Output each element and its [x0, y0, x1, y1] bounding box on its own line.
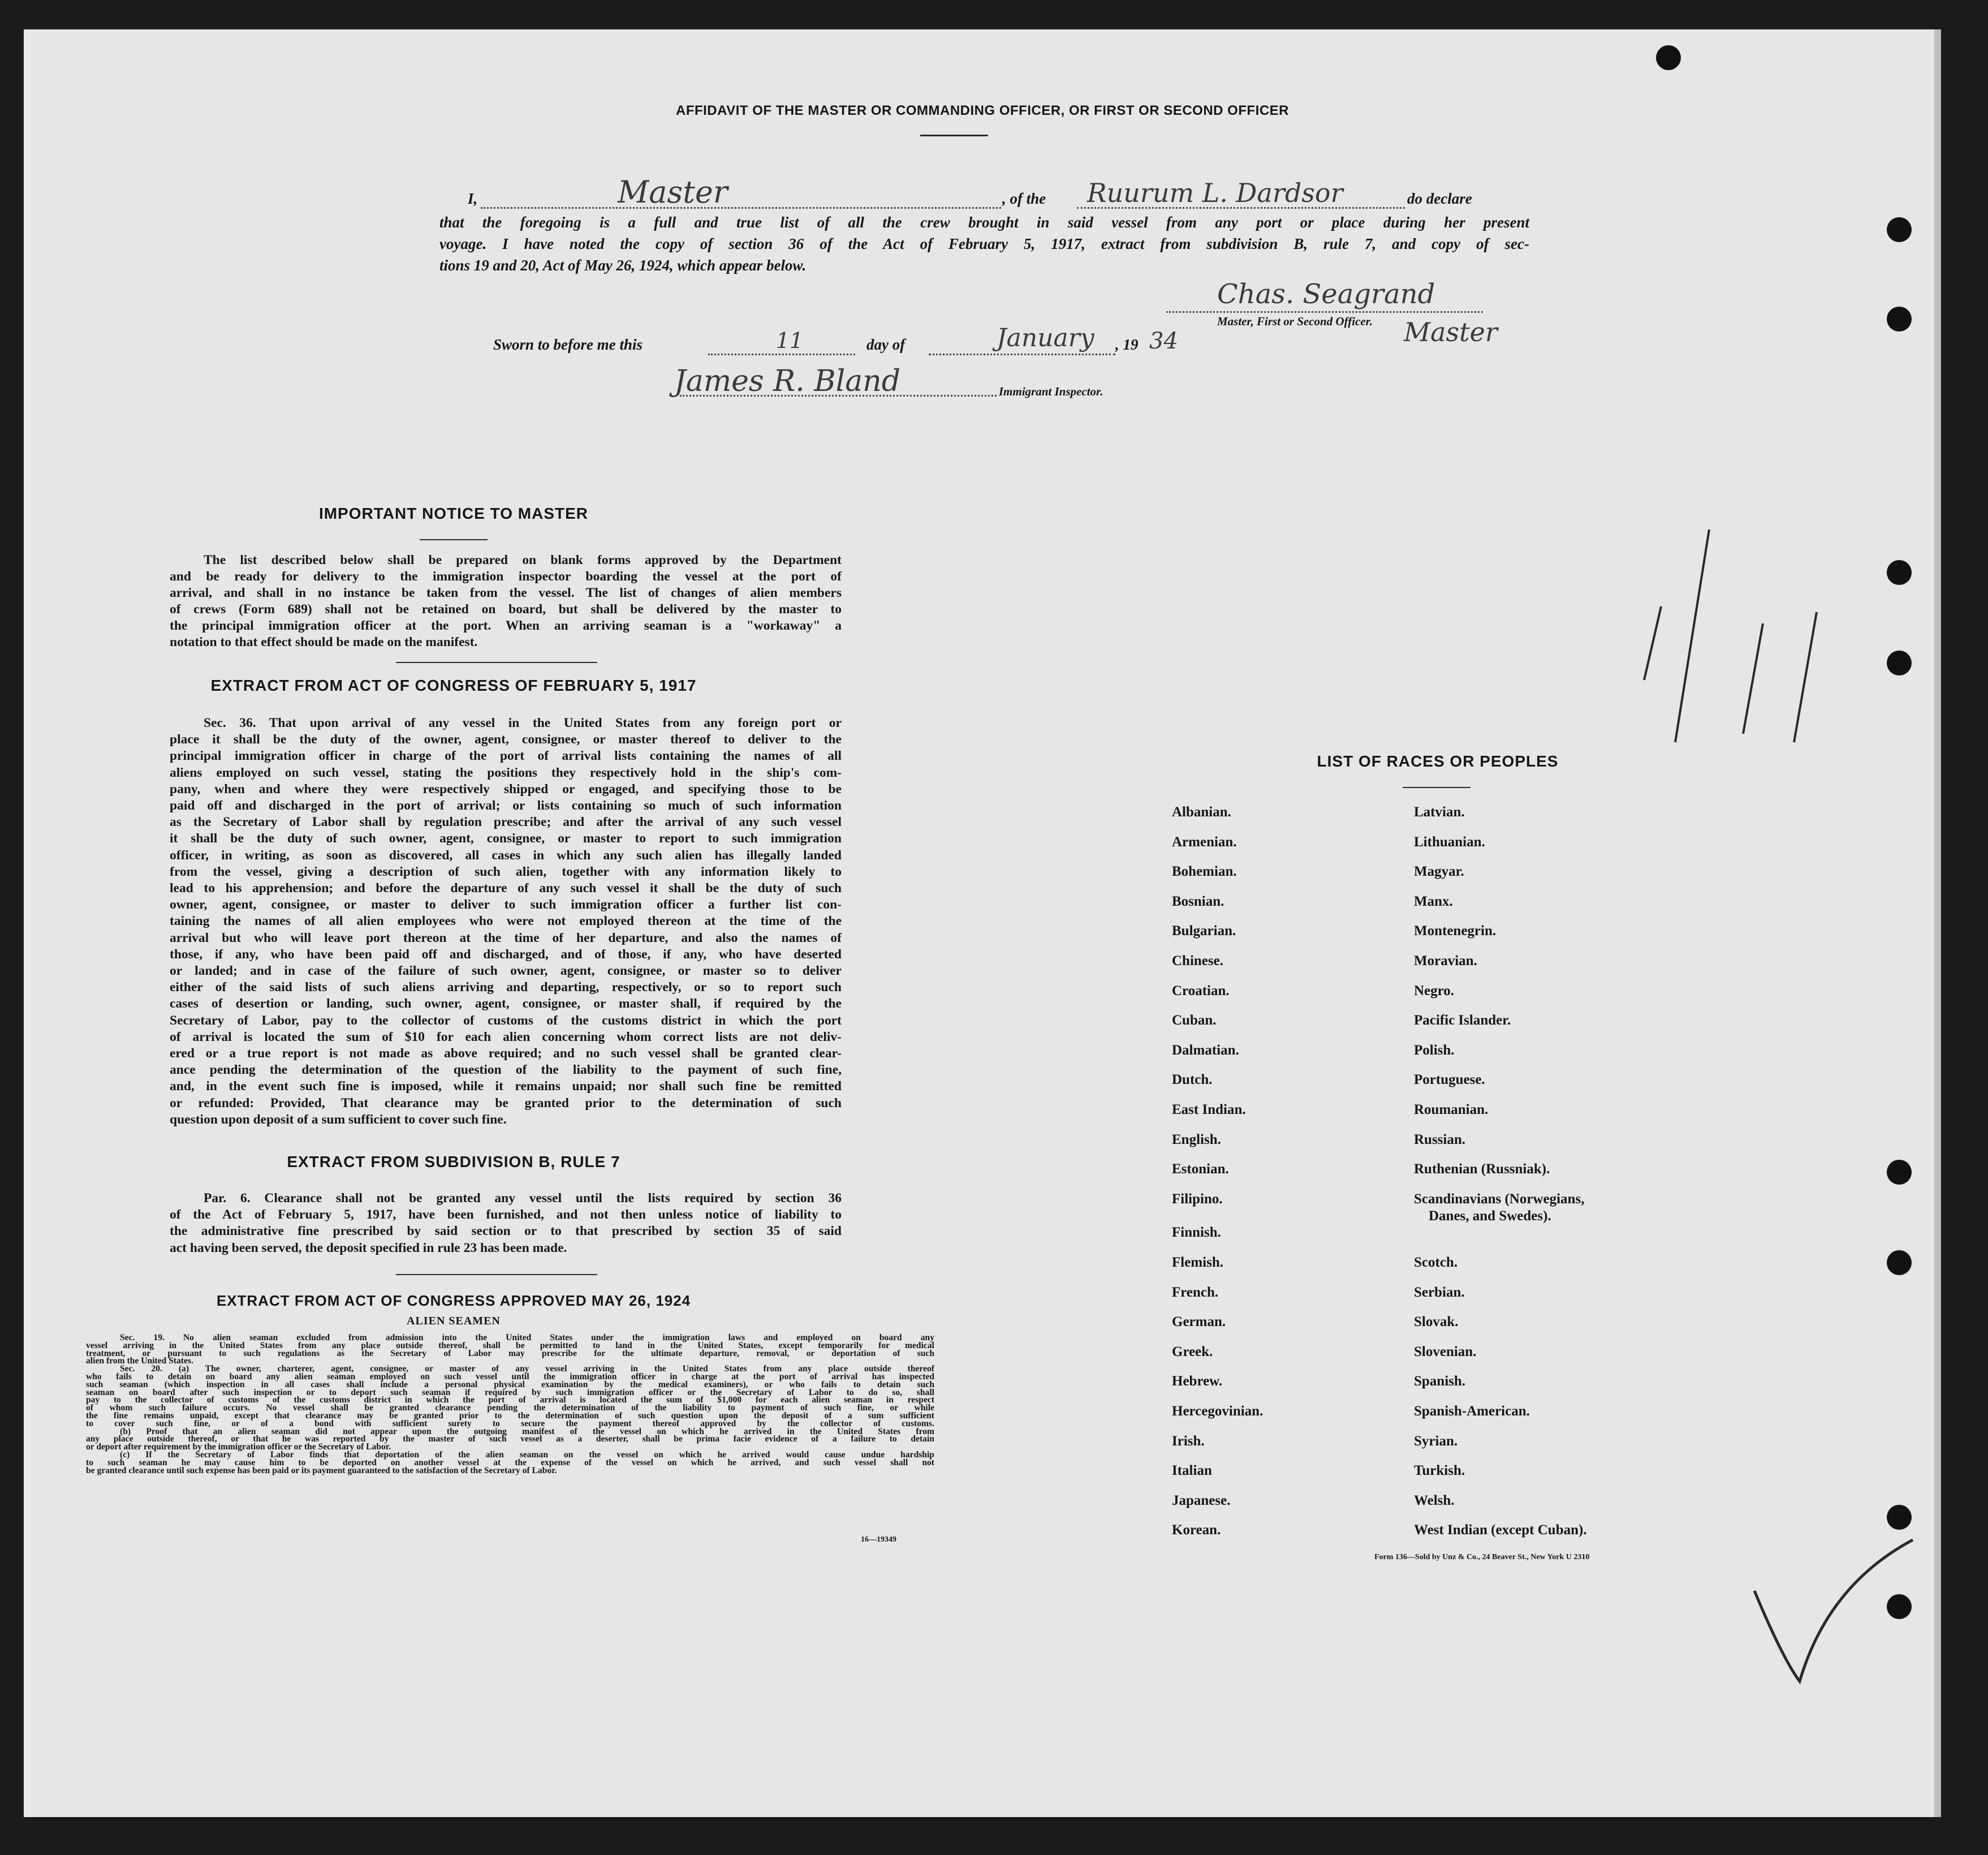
text-line: be granted clearance until such expense has been paid or its payment guaranteed to the satisfaction of the Secretary of Labor.: [86, 1465, 557, 1475]
race-item: Greek.: [1172, 1344, 1213, 1359]
race-item: Dutch.: [1172, 1072, 1213, 1088]
race-item: German.: [1172, 1314, 1226, 1330]
races-title: LIST OF RACES OR PEOPLES: [1317, 752, 1559, 770]
races-column-1: [1172, 804, 1398, 1540]
rule7-title: EXTRACT FROM SUBDIVISION B, RULE 7: [287, 1153, 620, 1170]
race-item: Montenegrin.: [1414, 923, 1497, 939]
text-line: paid off and discharged in the port of arrival; or lists containing so much of such information: [170, 798, 842, 814]
affidavit-declaration: [24, 152, 1941, 299]
text-line: place it shall be the duty of the owner, agent, consignee, or master thereof to deliver to the: [170, 732, 842, 747]
sworn-day-line: [708, 354, 855, 355]
race-item: Albanian.: [1172, 804, 1231, 820]
text-line: (c) If the Secretary of Labor finds that deportation of the alien seaman on the vessel on which he arrived would cause undue hardship: [120, 1449, 934, 1460]
race-item: Scandinavians (Norwegians,: [1414, 1191, 1585, 1207]
declaration-line-3: voyage. I have noted the copy of section 36 of the Act of February 5, 1917, extract from subdivision B, rule 7, and copy of sec-: [439, 235, 1529, 252]
race-item: Scotch.: [1414, 1255, 1458, 1270]
form-code: 16—19349: [861, 1535, 896, 1544]
text-line: aliens employed on such vessel, stating the positions they respectively hold in the ship's com-: [170, 765, 842, 780]
text-line: question upon deposit of a sum sufficient to cover such fine.: [170, 1112, 507, 1127]
race-item: Bohemian.: [1172, 864, 1237, 880]
year-prefix: , 19: [1115, 336, 1139, 353]
race-item: Lithuanian.: [1414, 834, 1485, 850]
notice-title: IMPORTANT NOTICE TO MASTER: [318, 505, 589, 522]
notice-line: the principal immigration officer at the port. When an arriving seaman is a "workaway" a: [170, 618, 842, 633]
inspector-caption: Immigrant Inspector.: [999, 385, 1103, 398]
tally-mark: [1794, 612, 1817, 742]
master-signature-line: [1166, 311, 1483, 313]
master-signature: Chas. Seagrand: [1217, 278, 1435, 310]
race-item: Latvian.: [1414, 804, 1465, 820]
text-line: or refunded: Provided, That clearance may be granted prior to the determination of such: [170, 1095, 842, 1111]
text-line: lead to his apprehension; and before the departure of any such vessel it shall be the duty of such: [170, 881, 842, 896]
signature-block: [24, 278, 1941, 465]
text-line: pany, when and where they were respectively shipped or engaged, and specifying those to be: [170, 781, 842, 797]
race-item: Turkish.: [1414, 1463, 1465, 1479]
text-line: Sec. 20. (a) The owner, charterer, agent, consignee, or master of any vessel arriving in the United States from any place outside thereof: [120, 1364, 934, 1374]
races-column-2: [1414, 804, 1753, 1540]
text-line: treatment, or pursuant to such regulations as the Secretary of Labor may prescribe for the ultimate departure, removal, or deportation of such: [86, 1348, 934, 1358]
text-line: taining the names of all alien employees who were not employed thereon at the time of the: [170, 914, 842, 929]
text-line: the administrative fine prescribed by said section or to that prescribed by section 35 of said: [170, 1224, 842, 1239]
race-item: Bulgarian.: [1172, 923, 1236, 939]
affidavit-i-prefix: I,: [468, 190, 478, 207]
race-item: Dalmatian.: [1172, 1042, 1239, 1058]
race-item: Magyar.: [1414, 864, 1464, 880]
tally-mark: [1644, 606, 1661, 680]
text-line: of the Act of February 5, 1917, have been furnished, and not then unless notice of liability to: [170, 1207, 842, 1223]
race-item: Irish.: [1172, 1433, 1205, 1449]
race-item: Croatian.: [1172, 983, 1230, 998]
day-of-label: day of: [866, 336, 905, 353]
text-line: ered or a true report is not made as above required; and no such vessel shall be granted clear-: [170, 1046, 842, 1061]
extract-1924-subtitle: ALIEN SEAMEN: [407, 1315, 501, 1327]
affidavit-title: AFFIDAVIT OF THE MASTER OR COMMANDING OFFICER, OR FIRST OR SECOND OFFICER: [675, 103, 1290, 118]
extract-1917-body: [170, 715, 842, 1128]
race-item: Armenian.: [1172, 834, 1237, 850]
text-line: who fails to detain on board any alien seaman employed on such vessel until the immigration officer in charge at the port of arrival has inspected: [86, 1371, 934, 1381]
notice-divider: [420, 539, 488, 540]
race-item: West Indian (except Cuban).: [1414, 1522, 1587, 1538]
race-item: French.: [1172, 1284, 1219, 1300]
text-line: Par. 6. Clearance shall not be granted any vessel until the lists required by section 36: [204, 1191, 842, 1206]
notice-line: and be ready for delivery to the immigration inspector boarding the vessel at the port of: [170, 569, 842, 584]
inspector-signature: James R. Bland: [674, 364, 900, 398]
text-line: the fine remains unpaid, except that clearance may be granted prior to the determination of such question upon the deposit of a sum sufficient: [86, 1410, 934, 1421]
text-line: arrival but who will leave port thereon at the time of her departure, and also the names of: [170, 930, 842, 945]
extract-1917-title: EXTRACT FROM ACT OF CONGRESS OF FEBRUARY 5, 1917: [210, 677, 697, 694]
races-divider: [1403, 787, 1470, 788]
text-line: it shall be the duty of such owner, agent, consignee, or master to report to such immigration: [170, 831, 842, 846]
text-line: and, in the event such fine is imposed, while it remains unpaid; nor shall such fine be remitted: [170, 1079, 842, 1094]
punch-hole: [1887, 1250, 1912, 1275]
notice-line: The list described below shall be prepared on blank forms approved by the Department: [204, 553, 842, 567]
race-item: Polish.: [1414, 1042, 1455, 1058]
sworn-day: 11: [776, 328, 804, 353]
text-line: or landed; and in case of the failure of such owner, agent, consignee, or master so to deliver: [170, 963, 842, 979]
race-item: Spanish.: [1414, 1374, 1466, 1389]
extract-1924-title: EXTRACT FROM ACT OF CONGRESS APPROVED MAY 26, 1924: [216, 1292, 691, 1309]
punch-hole: [1887, 1160, 1912, 1185]
notice-body: [170, 552, 842, 651]
race-item: Filipino.: [1172, 1191, 1223, 1207]
of-the-label: , of the: [1002, 190, 1046, 207]
title-divider: [920, 135, 988, 136]
declaration-line-2: that the foregoing is a full and true list of all the crew brought in said vessel from any port or place during her present: [439, 214, 1529, 231]
race-item: Cuban.: [1172, 1013, 1217, 1028]
text-line: officer, in writing, as soon as discovered, all cases in which any such alien has illegally landed: [170, 847, 842, 863]
section-divider: [396, 1274, 597, 1275]
text-line: owner, agent, consignee, or master to deliver to such immigration officer a further list con-: [170, 897, 842, 913]
text-line: or deport after requirement by the immigration officer or the Secretary of Labor.: [86, 1442, 391, 1452]
text-line: such seaman (which inspection in all cases shall include a personal physical examination by the medical examiners), or who fails to detain such: [86, 1379, 934, 1389]
punch-hole: [1887, 307, 1912, 332]
race-item: Slovak.: [1414, 1314, 1459, 1330]
race-item: Syrian.: [1414, 1433, 1458, 1449]
race-item: Bosnian.: [1172, 893, 1224, 909]
text-line: to cover such fine, or of a bond with sufficient surety to secure the payment thereof approved by the collector of customs.: [86, 1418, 934, 1428]
text-line: of arrival is located the sum of $10 for each alien concerning whom correct lists are not deliv-: [170, 1029, 842, 1044]
race-item: Slovenian.: [1414, 1344, 1477, 1359]
declaration-line-4: tions 19 and 20, Act of May 26, 1924, which appear below.: [439, 257, 807, 274]
do-declare-label: do declare: [1407, 190, 1472, 207]
punch-hole: [1887, 651, 1912, 675]
vessel-handwritten: Ruurum L. Dardsor: [1087, 178, 1343, 208]
race-item: English.: [1172, 1131, 1221, 1147]
text-line: Sec. 36. That upon arrival of any vessel in the United States from any foreign port or: [204, 716, 842, 730]
text-line: vessel arriving in the United States from any place outside thereof, shall be permitted to land in the United States, except temporarily for medical: [86, 1340, 934, 1350]
sworn-label: Sworn to before me this: [493, 336, 643, 353]
text-line: to such seaman he may cause him to be deported on another vessel at the expense of the vessel on which he arrived, and such vessel shall not: [86, 1457, 934, 1467]
tally-mark: [1675, 530, 1709, 742]
name-blank-line: [481, 207, 1001, 209]
text-line: either of the said lists of such aliens arriving and departing, respectively, or so to report such: [170, 980, 842, 995]
text-line: Sec. 19. No alien seaman excluded from admission into the United States under the immigration laws and employed on board any: [120, 1333, 934, 1342]
notice-line: arrival, and shall in no instance be taken from the vessel. The list of changes of alien members: [170, 586, 842, 600]
text-line: cases of desertion or landing, such owner, agent, consignee, or master shall, if required by the: [170, 996, 842, 1012]
punch-hole: [1887, 217, 1912, 242]
race-item: Portuguese.: [1414, 1072, 1485, 1088]
text-line: Secretary of Labor, pay to the collector of customs of the customs district in which the port: [170, 1013, 842, 1028]
race-item: Hercegovinian.: [1172, 1404, 1263, 1419]
punch-hole: [1887, 1505, 1912, 1530]
race-item: Manx.: [1414, 893, 1453, 909]
punch-hole: [1887, 1594, 1912, 1619]
text-line: (b) Proof that an alien seaman did not appear upon the outgoing manifest of the vessel on which he arrived in the United States from: [120, 1426, 934, 1436]
race-item: Hebrew.: [1172, 1374, 1223, 1389]
text-line: from the vessel, giving a description of such alien, together with any information likely to: [170, 864, 842, 879]
race-item: Korean.: [1172, 1522, 1221, 1538]
text-line: pay to the collector of customs of the customs district in which the port of arrival is located the sum of $1,000 for each alien seaman in respect: [86, 1395, 934, 1405]
text-line: principal immigration officer in charge of the port of arrival lists containing the names of all: [170, 748, 842, 764]
handwritten-marks: [1619, 493, 1856, 754]
text-line: those, if any, who have been paid off and discharged, and of those, if any, who have deserted: [170, 946, 842, 962]
race-item: Moravian.: [1414, 953, 1477, 969]
race-item: Spanish-American.: [1414, 1404, 1530, 1419]
notice-line: notation to that effect should be made on the manifest.: [170, 635, 478, 649]
race-item: Italian: [1172, 1463, 1212, 1479]
tally-mark: [1743, 623, 1763, 734]
section-divider: [396, 662, 597, 663]
master-caption: Master, First or Second Officer.: [1217, 315, 1373, 328]
race-item: Russian.: [1414, 1131, 1466, 1147]
race-item: Chinese.: [1172, 953, 1223, 969]
race-item: Ruthenian (Russniak).: [1414, 1161, 1550, 1177]
rule7-body: [170, 1190, 842, 1256]
sworn-month-line: [929, 354, 1115, 355]
punch-hole: [1656, 45, 1681, 70]
notice-line: of crews (Form 689) shall not be retained on board, but shall be delivered by the master to: [170, 602, 842, 617]
race-item: East Indian.: [1172, 1102, 1246, 1117]
race-item: Roumanian.: [1414, 1102, 1489, 1117]
document-sheet: [24, 29, 1941, 1817]
name-handwritten: Master: [618, 174, 728, 210]
text-line: alien from the United States.: [86, 1356, 193, 1366]
punch-hole: [1887, 560, 1912, 585]
text-line: as the Secretary of Labor shall by regulation prescribe; and after the arrival of any such vessel: [170, 815, 842, 830]
race-item: Serbian.: [1414, 1284, 1465, 1300]
race-item: Estonian.: [1172, 1161, 1229, 1177]
text-line: seaman on board after such inspection or to deport such seaman if required by such immigration officer or the Secretary of Labor to do so, shall: [86, 1387, 934, 1397]
race-item: Finnish.: [1172, 1225, 1221, 1241]
extract-1924-body: [86, 1334, 934, 1474]
text-line: act having been served, the deposit specified in rule 23 has been made.: [170, 1240, 567, 1255]
race-item: Japanese.: [1172, 1492, 1231, 1508]
master-handwritten: Master: [1404, 317, 1498, 347]
race-item: Pacific Islander.: [1414, 1013, 1511, 1028]
year-handwritten: 34: [1149, 328, 1178, 354]
text-line: any place outside thereof, or that he was reported by the master of such vessel as a deserter, shall be prima facie evidence of a failure to detain: [86, 1434, 934, 1444]
text-line: ance pending the determination of the question of the liability to the payment of such fine,: [170, 1062, 842, 1078]
race-item: Danes, and Swedes).: [1429, 1208, 1551, 1224]
race-item: Welsh.: [1414, 1492, 1455, 1508]
race-item: Flemish.: [1172, 1255, 1223, 1270]
sworn-month: January: [997, 324, 1094, 352]
race-item: Negro.: [1414, 983, 1455, 998]
form-footer: Form 136—Sold by Unz & Co., 24 Beaver St., New York U 2310: [1374, 1553, 1590, 1561]
text-line: of whom such failure occurs. No vessel shall be granted clearance pending the determination of the liability to payment of such fine, or while: [86, 1403, 934, 1413]
